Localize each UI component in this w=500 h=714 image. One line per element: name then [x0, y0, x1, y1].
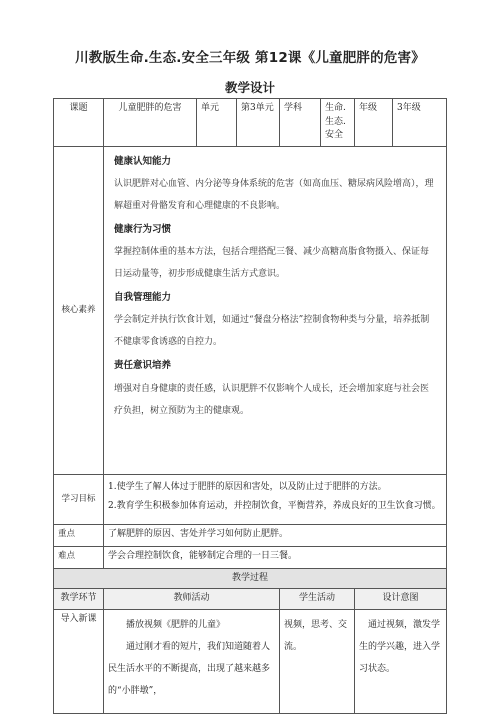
process-col-teacher: 教师活动	[104, 589, 280, 610]
teacher-activity-line: 通过刚才看的短片，我们知道随着人民生活水平的不断提高，出现了越来越多的“小胖墩”，	[108, 641, 271, 696]
objectives-label: 学习目标	[54, 474, 104, 524]
core-label: 核心素养	[54, 146, 104, 474]
objectives-content	[104, 474, 447, 524]
difficulty-row	[54, 546, 447, 568]
process-col-stage: 教学环节	[54, 589, 104, 610]
process-intent: 通过视频，激发学生的学兴趣，进入学习状态。	[355, 609, 447, 713]
key-point-value: 了解肥胖的原因、害处并学习如何防止肥胖。	[104, 524, 447, 546]
process-header-row	[54, 589, 447, 610]
process-student: 视频，思考、交流。	[280, 609, 355, 713]
core-section	[114, 359, 436, 421]
difficulty-value: 学会合理控制饮食，能够制定合理的一日三餐。	[104, 546, 447, 568]
objectives-row	[54, 474, 447, 524]
process-title: 教学过程	[54, 568, 447, 589]
key-point-label: 重点	[54, 524, 104, 546]
topic-value: 儿童肥胖的危害	[104, 99, 197, 147]
objective-item: 2.教育学生积极参加体育运动，并控制饮食，平衡营养，养成良好的卫生饮食习惯。	[108, 501, 441, 511]
process-stage: 导入新课	[54, 609, 104, 713]
core-section-body: 学会制定并执行饮食计划，如通过“餐盘分格法”控制食物种类与分量，培养抵制不健康零食诱惑的自控力。	[114, 315, 430, 348]
process-row	[54, 609, 447, 713]
info-row	[54, 99, 447, 147]
core-section	[114, 155, 436, 217]
objective-item: 1.使学生了解人体过于肥胖的原因和害处，以及防止过于肥胖的方法。	[108, 481, 387, 492]
process-col-intent: 设计意图	[355, 589, 447, 610]
grade-label: 年级	[355, 99, 393, 147]
process-col-student: 学生活动	[280, 589, 355, 610]
core-section	[114, 223, 436, 285]
subject-label: 学科	[280, 99, 321, 147]
subject-value: 生命.生态.安全	[321, 99, 355, 147]
unit-value: 第3单元	[237, 99, 280, 147]
topic-label: 课题	[54, 99, 104, 147]
core-section-heading: 健康认知能力	[114, 155, 172, 167]
key-point-row	[54, 524, 447, 546]
difficulty-label: 难点	[54, 546, 104, 568]
core-section-body: 认识肥胖对心血管、内分泌等身体系统的危害（如高血压、糖尿病风险增高），理解超重对骨骼发育和心理健康的不良影响。	[114, 178, 434, 211]
lesson-plan-table	[53, 98, 447, 714]
core-section-heading: 责任意识培养	[114, 360, 172, 372]
core-content	[104, 146, 447, 474]
page-title: 川教版生命.生态.安全三年级 第12课《儿童肥胖的危害》	[75, 50, 425, 66]
core-section-body: 掌握控制体重的基本方法，包括合理搭配三餐、减少高糖高脂食物摄入、保证每日运动量等，初步形成健康生活方式意识。	[114, 247, 430, 279]
core-section-heading: 健康行为习惯	[114, 223, 172, 235]
page-subtitle: 教学设计	[224, 80, 275, 95]
process-teacher	[104, 609, 280, 713]
core-section	[114, 291, 436, 353]
process-band-row	[54, 568, 447, 589]
unit-label: 单元	[197, 99, 237, 147]
teacher-activity-line: 播放视频《肥胖的儿童》	[126, 619, 226, 630]
core-row	[54, 146, 447, 474]
core-section-body: 增强对自身健康的责任感，认识肥胖不仅影响个人成长，还会增加家庭与社会医疗负担，树立预防为主的健康观。	[114, 383, 430, 416]
grade-value: 3年级	[393, 99, 447, 147]
core-section-heading: 自我管理能力	[114, 292, 172, 303]
